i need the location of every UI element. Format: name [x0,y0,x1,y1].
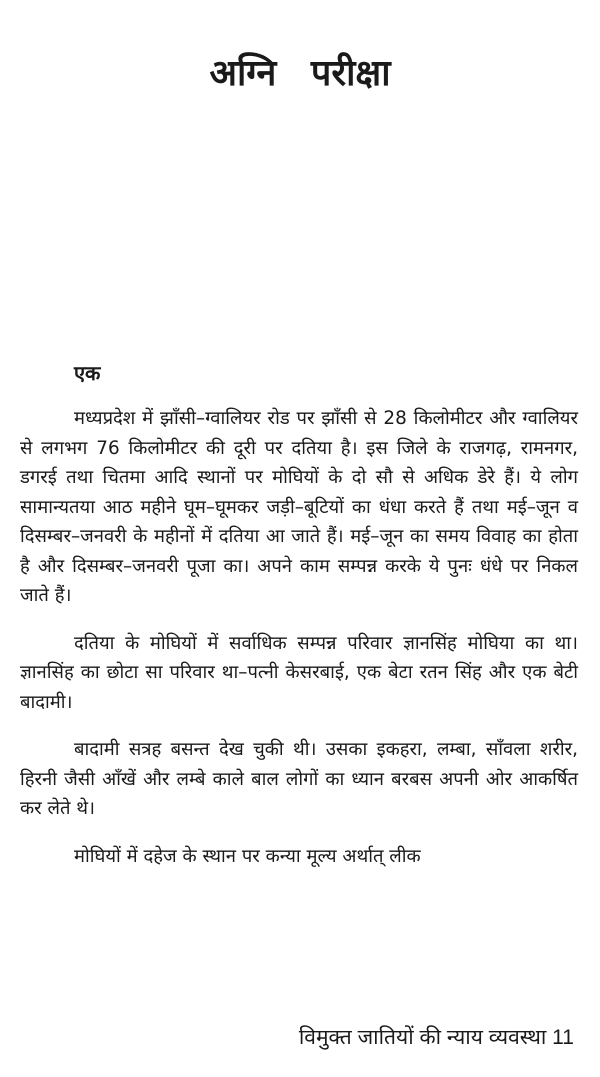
page-footer: विमुक्त जातियों की न्याय व्यवस्था 11 [298,1026,574,1049]
paragraph-1: मध्यप्रदेश में झाँसी–ग्वालियर रोड पर झाँसी से 28 किलोमीटर और ग्वालियर से लगभग 76 किलोमीटर की दूरी पर दतिया है। इस जिले के राजगढ़, रामनगर, डगरई तथा चितमा आदि स्थानों पर मोघियों के दो सौ से अधिक डेरे हैं। ये लोग सामान्यतया आठ महीने घूम–घूमकर जड़ी–बूटियों का धंधा करते हैं तथा मई–जून व दिसम्बर–जनवरी के महीनों में दतिया आ जाते हैं। मई–जून का समय विवाह का होता है और दिसम्बर–जनवरी पूजा का। अपने काम सम्पन्न करके ये पुनः धंधे पर निकल जाते हैं। [20,408,578,606]
paragraph-4: मोघियों में दहेज के स्थान पर कन्या मूल्य अर्थात् लीक [74,845,421,867]
page-title: अग्नि परीक्षा [209,53,391,94]
paragraph-3: बादामी सत्रह बसन्त देख चुकी थी। उसका इकहरा, लम्बा, साँवला शरीर, हिरनी जैसी आँखें और लम्बे काले बाल लोगों का ध्यान बरबस अपनी ओर आकर्षित कर लेते थे। [20,739,578,819]
body-text [20,404,578,889]
section-heading: एक [74,361,101,385]
paragraph-2: दतिया के मोघियों में सर्वाधिक सम्पन्न परिवार ज्ञानसिंह मोघिया का था। ज्ञानसिंह का छोटा सा परिवार था–पत्नी केसरबाई, एक बेटा रतन सिंह और एक बेटी बादामी। [20,632,578,713]
